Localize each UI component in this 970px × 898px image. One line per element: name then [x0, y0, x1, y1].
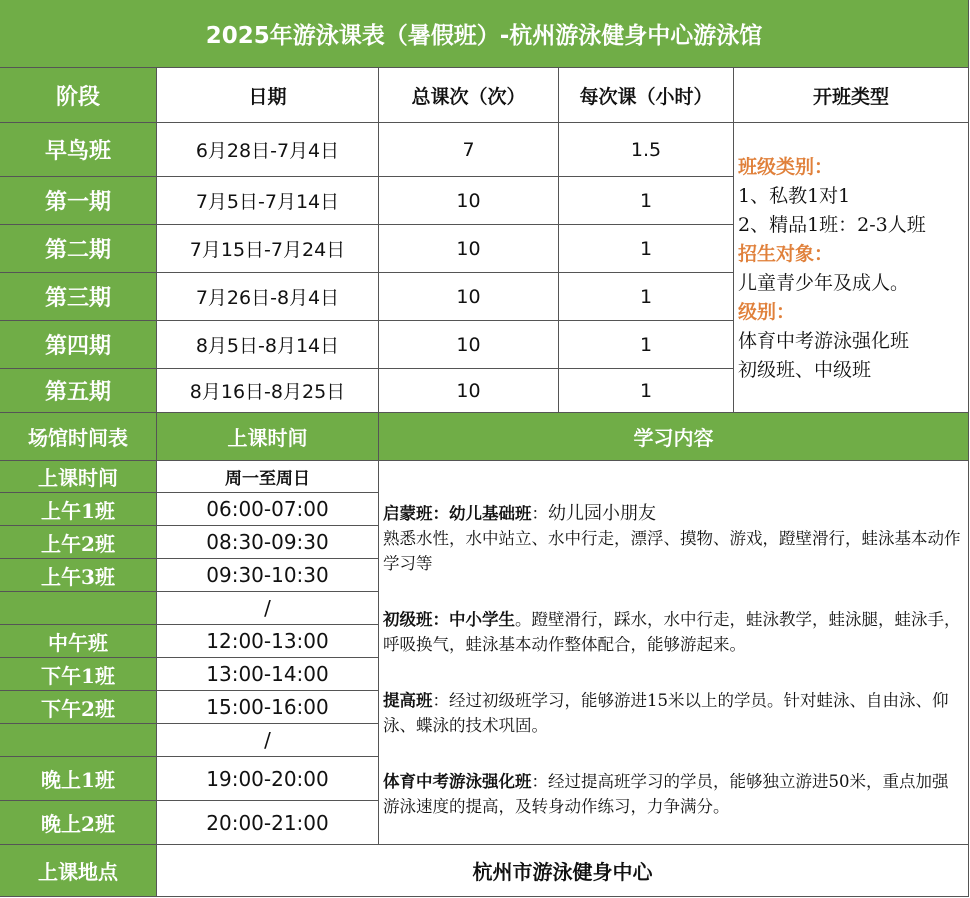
slot-time: 13:00-14:00 [156, 657, 379, 691]
total-cell: 10 [378, 176, 559, 225]
learning-content-header: 学习内容 [378, 412, 969, 461]
date-cell: 8月16日-8月25日 [156, 368, 379, 413]
audience-label: 招生对象： [738, 243, 834, 265]
learning-content [378, 460, 969, 845]
slot-time-break: / [156, 591, 379, 625]
location-value: 杭州市游泳健身中心 [156, 844, 969, 897]
qimeng-desc: 熟悉水性，水中站立、水中行走，漂浮、摸物、游戏，蹬壁滑行，蛙泳基本动作学习等 [383, 529, 961, 573]
slot-name: 晚上2班 [0, 800, 157, 845]
stage-cell: 早鸟班 [0, 122, 157, 177]
days-value: 周一至周日 [156, 460, 379, 493]
header-stage: 阶段 [0, 67, 157, 123]
tigao-desc: ：经过初级班学习，能够游进15米以上的学员。针对蛙泳、自由泳、仰泳、蝶泳的技术巩固。 [383, 691, 949, 735]
chuji-desc: 。蹬壁滑行，踩水，水中行走，蛙泳教学，蛙泳腿，蛙泳手，呼吸换气，蛙泳基本动作整体配合，能够游起来。 [383, 610, 961, 654]
stage-cell: 第四期 [0, 320, 157, 369]
header-total-sessions: 总课次（次） [378, 67, 559, 123]
hours-cell: 1.5 [558, 122, 734, 177]
stage-cell: 第二期 [0, 224, 157, 273]
total-cell: 10 [378, 272, 559, 321]
tigao-title: 提高班 [383, 691, 433, 710]
level-label: 级别： [738, 301, 796, 323]
total-cell: 10 [378, 224, 559, 273]
category-item: 2、精品1班：2-3人班 [738, 214, 926, 236]
slot-name: 下午2班 [0, 690, 157, 724]
chuji-block [383, 607, 964, 657]
venue-timetable-header: 场馆时间表 [0, 412, 157, 461]
slot-name: 晚上1班 [0, 756, 157, 801]
header-class-type: 开班类型 [733, 67, 969, 123]
slot-name: 中午班 [0, 624, 157, 658]
page-title: 2025年游泳课表（暑假班）-杭州游泳健身中心游泳馆 [0, 0, 969, 68]
total-cell: 7 [378, 122, 559, 177]
slot-time: 09:30-10:30 [156, 558, 379, 592]
slot-name-empty [0, 591, 157, 625]
location-label: 上课地点 [0, 844, 157, 897]
header-hours-per-session: 每次课（小时） [558, 67, 734, 123]
zhongkao-title: 体育中考游泳强化班 [383, 772, 532, 791]
slot-name-empty [0, 723, 157, 757]
qimeng-block [383, 501, 964, 576]
hours-cell: 1 [558, 368, 734, 413]
slot-time: 06:00-07:00 [156, 492, 379, 526]
slot-name: 上午2班 [0, 525, 157, 559]
qimeng-title: 启蒙班：幼儿基础班 [383, 504, 532, 523]
date-cell: 6月28日-7月4日 [156, 122, 379, 177]
date-cell: 7月26日-8月4日 [156, 272, 379, 321]
level-item: 体育中考游泳强化班 [738, 330, 910, 352]
slot-time: 15:00-16:00 [156, 690, 379, 724]
hours-cell: 1 [558, 320, 734, 369]
slot-time: 08:30-09:30 [156, 525, 379, 559]
days-label: 上课时间 [0, 460, 157, 493]
hours-cell: 1 [558, 272, 734, 321]
hours-cell: 1 [558, 224, 734, 273]
stage-cell: 第一期 [0, 176, 157, 225]
level-item: 初级班、中级班 [738, 359, 872, 381]
total-cell: 10 [378, 320, 559, 369]
slot-time: 12:00-13:00 [156, 624, 379, 658]
total-cell: 10 [378, 368, 559, 413]
hours-cell: 1 [558, 176, 734, 225]
audience-value: 儿童青少年及成人。 [738, 272, 910, 294]
slot-name: 上午1班 [0, 492, 157, 526]
category-label: 班级类别： [738, 156, 834, 178]
slot-name: 上午3班 [0, 558, 157, 592]
class-type-info [733, 122, 969, 413]
category-item: 1、私教1对1 [738, 185, 851, 207]
header-date: 日期 [156, 67, 379, 123]
date-cell: 7月15日-7月24日 [156, 224, 379, 273]
slot-time: 19:00-20:00 [156, 756, 379, 801]
date-cell: 8月5日-8月14日 [156, 320, 379, 369]
qimeng-audience: 幼儿园小朋友 [548, 503, 656, 524]
zhongkao-desc: ：经过提高班学习的学员，能够独立游进50米，重点加强游泳速度的提高，及转身动作练习，力争满分。 [383, 772, 949, 816]
slot-name: 下午1班 [0, 657, 157, 691]
qimeng-separator: ： [531, 504, 548, 523]
zhongkao-block [383, 769, 964, 819]
stage-cell: 第五期 [0, 368, 157, 413]
chuji-title: 初级班：中小学生 [383, 610, 515, 629]
slot-time-break: / [156, 723, 379, 757]
date-cell: 7月5日-7月14日 [156, 176, 379, 225]
slot-time: 20:00-21:00 [156, 800, 379, 845]
class-time-header: 上课时间 [156, 412, 379, 461]
stage-cell: 第三期 [0, 272, 157, 321]
tigao-block [383, 688, 964, 738]
